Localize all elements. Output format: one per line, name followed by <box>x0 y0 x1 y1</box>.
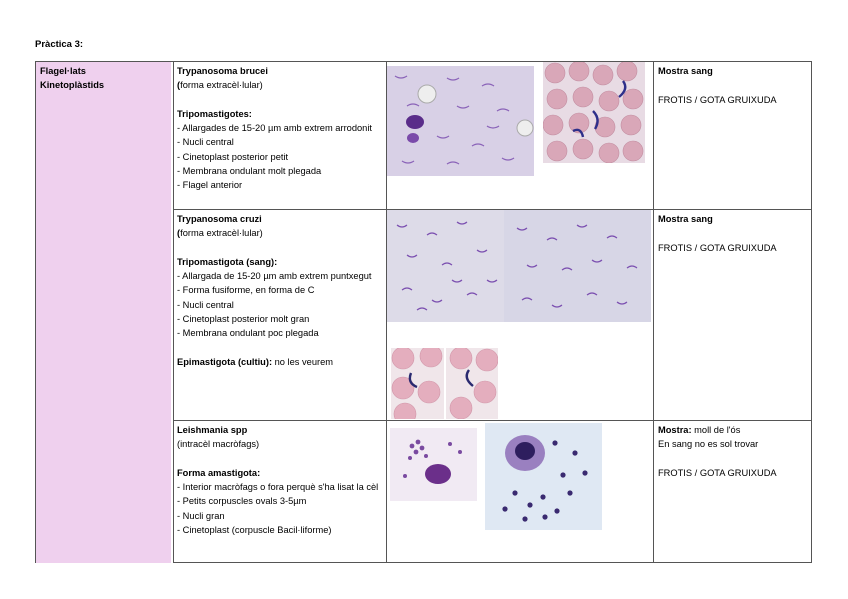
trait-item: - Petits corpuscles ovals 3-5µm <box>177 496 307 507</box>
micrograph-leishmania-1 <box>390 428 477 501</box>
micrograph-brucei-2 <box>543 61 645 163</box>
trait-item: - Nucli central <box>177 137 234 148</box>
species-name: Leishmania spp <box>177 425 248 435</box>
trait-item: - Cinetoplast (corpuscle Bacil·liforme) <box>177 525 332 536</box>
epimastigote-note: Epimastigota (cultiu): no les veurem <box>177 356 334 367</box>
micrograph-cruzi-1 <box>387 210 651 322</box>
stage-title: Forma amastigota: <box>177 467 261 478</box>
trait-item: - Cinetoplast posterior molt gran <box>177 314 310 325</box>
trait-item: - Interior macròfags o fora perquè s'ha lisat la cèl <box>177 482 379 493</box>
micrograph-leishmania-2 <box>485 423 602 530</box>
species-form: (intracèl macròfags) <box>177 439 260 450</box>
parasite-table <box>35 61 812 563</box>
sample-title: Mostra sang <box>658 214 713 224</box>
stage-title: Tripomastigotes: <box>177 108 252 119</box>
column-divider <box>35 61 36 563</box>
trait-item: - Membrana ondulant molt plegada <box>177 166 322 177</box>
micrograph-brucei-1 <box>387 66 534 176</box>
trait-item: - Forma fusiforme, en forma de C <box>177 285 315 296</box>
species-cell-leishmania <box>174 420 386 563</box>
technique-label: FROTIS / GOTA GRUIXUDA <box>658 467 777 478</box>
trait-item: - Nucli gran <box>177 510 225 521</box>
trait-item: - Cinetoplast posterior petit <box>177 151 289 162</box>
table-border-bottom <box>174 562 812 563</box>
table-border-top <box>35 61 812 62</box>
technique-label: FROTIS / GOTA GRUIXUDA <box>658 242 777 253</box>
species-form: (forma extracèl·lular) <box>177 228 263 239</box>
technique-label: FROTIS / GOTA GRUIXUDA <box>658 94 777 105</box>
column-divider <box>811 61 812 563</box>
trait-item: - Nucli central <box>177 299 234 310</box>
column-divider <box>173 61 174 563</box>
species-cell-cruzi <box>174 209 386 421</box>
group-label-1: Flagel·lats <box>40 66 86 76</box>
species-name: Trypanosoma brucei <box>177 66 268 76</box>
group-cell <box>35 61 171 563</box>
trait-item: - Allargada de 15-20 µm amb extrem puntxegut <box>177 271 372 282</box>
micrograph-cruzi-2 <box>391 348 498 419</box>
species-cell-brucei <box>174 61 386 210</box>
species-form: (forma extracèl·lular) <box>177 80 263 91</box>
row-divider <box>174 209 812 210</box>
column-divider <box>386 61 387 563</box>
sample-title: Mostra sang <box>658 66 713 76</box>
page-title: Pràctica 3: <box>35 39 84 50</box>
trait-item: - Allargades de 15-20 µm amb extrem arrodonit <box>177 123 373 134</box>
species-name: Trypanosoma cruzi <box>177 214 262 224</box>
group-label-2: Kinetoplàstids <box>40 80 105 91</box>
sample-cell-cruzi <box>654 209 812 421</box>
row-divider <box>174 420 812 421</box>
sample-note: En sang no es sol trovar <box>658 439 759 450</box>
sample-cell-brucei <box>654 61 812 210</box>
trait-item: - Membrana ondulant poc plegada <box>177 328 319 339</box>
stage-title: Tripomastigota (sang): <box>177 256 278 267</box>
sample-title: Mostra: moll de l'ós <box>658 425 741 435</box>
column-divider <box>653 61 654 563</box>
sample-cell-leishmania <box>654 420 812 563</box>
trait-item: - Flagel anterior <box>177 180 243 191</box>
